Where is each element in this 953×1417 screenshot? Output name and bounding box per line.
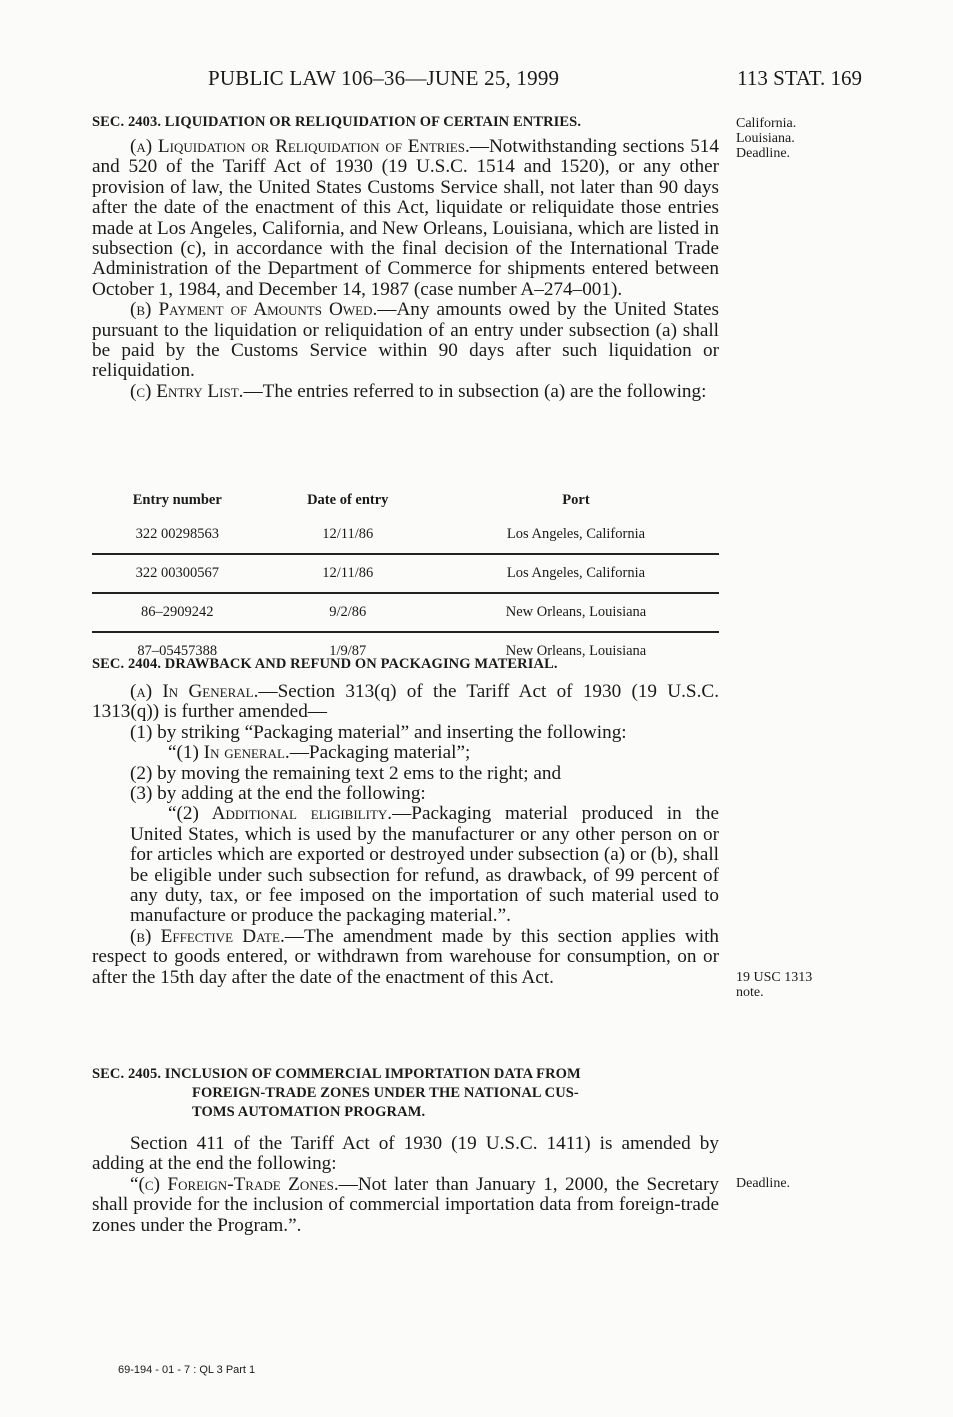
subsection-a-heading: (a) Liquidation or Reliquidation of Entries. — [130, 136, 470, 157]
section-2405-heading-line1: SEC. 2405. INCLUSION OF COMMERCIAL IMPORTATION DATA FROM — [92, 1066, 581, 1082]
table-row — [92, 516, 719, 554]
margin-note-line: California. — [736, 116, 797, 131]
quoted-2-heading: “(2) Additional eligibility. — [168, 803, 393, 825]
section-2403-b — [92, 300, 719, 382]
subsection-b-text: —Any amounts owed by the United States pursuant to the liquidation or reliquidation of an entry under subsection (a) shall be paid by the Customs Service within 90 days after such liquidation or reliquidation. — [92, 299, 719, 382]
subsection-a-heading: (a) In General. — [130, 681, 259, 702]
entry-number: 86–2909242 — [92, 593, 263, 632]
section-2404 — [92, 656, 719, 988]
col-entry-number: Entry number — [132, 491, 222, 508]
section-2405-intro: Section 411 of the Tariff Act of 1930 (19 U.S.C. 1411) is amended by adding at the end the following: — [92, 1133, 719, 1175]
entry-date: 1/9/87 — [263, 632, 433, 670]
section-2405 — [92, 1065, 719, 1236]
margin-note-line: note. — [736, 985, 764, 1000]
quoted-paragraph-2 — [92, 804, 719, 926]
subsection-c-heading: (c) Entry List. — [130, 380, 244, 402]
entry-port: New Orleans, Louisiana — [433, 593, 719, 632]
margin-note-line: Deadline. — [736, 146, 791, 161]
entry-port: Los Angeles, California — [506, 526, 646, 542]
print-job-footer: 69-194 - 01 - 7 : QL 3 Part 1 — [118, 1364, 256, 1376]
section-2404-heading: SEC. 2404. DRAWBACK AND REFUND ON PACKAGING MATERIAL. — [92, 656, 558, 672]
quoted-1-text: —Packaging material”; — [289, 742, 471, 764]
margin-note-2405 — [736, 1176, 790, 1191]
paragraph-3: (3) by adding at the end the following: — [130, 783, 426, 805]
entry-port: New Orleans, Louisiana — [433, 632, 719, 670]
subsection-a-text: —Notwithstanding sections 514 and 520 of the Tariff Act of 1930 (19 U.S.C. 1514 and 1520), or any other provision of law, the United States Customs Service shall, not later than 90 days after the date of the enactment of this Act, liquidate or reliquidate those entries made at Los Angeles, California, and New Orleans, Louisiana, which are listed in subsection (c), in accordance with the final decision of the International Trade Administration of the Department of Commerce for shipments entered between October 1, 1984, and December 14, 1987 (case number A–274–001). — [92, 136, 719, 300]
subsection-b-heading: (b) Payment of Amounts Owed. — [130, 299, 378, 321]
section-2404-b — [92, 927, 719, 988]
subsection-a-text: —Section 313(q) of the Tariff Act of 1930 (19 U.S.C. 1313(q)) is further amended— — [92, 681, 719, 723]
col-port: Port — [562, 491, 590, 508]
paragraph-2: (2) by moving the remaining text 2 ems to the right; and — [130, 762, 562, 784]
entry-table — [92, 484, 719, 670]
section-2403-a — [92, 137, 719, 300]
entry-date: 9/2/86 — [263, 593, 433, 632]
paragraph-1: (1) by striking “Packaging material” and inserting the following: — [130, 721, 627, 743]
table-row — [92, 554, 719, 593]
section-2403-heading: SEC. 2403. LIQUIDATION OR RELIQUIDATION OF CERTAIN ENTRIES. — [92, 114, 582, 130]
section-2403-c — [92, 382, 719, 402]
margin-note-line: 19 USC 1313 — [736, 970, 813, 985]
quoted-paragraph-1 — [92, 743, 719, 763]
section-2405-heading — [92, 1065, 719, 1122]
section-2403 — [92, 114, 719, 402]
subsection-c-heading: “(c) Foreign-Trade Zones. — [130, 1173, 339, 1195]
quoted-1-heading: “(1) In general. — [168, 742, 290, 764]
entry-table-header — [92, 484, 719, 516]
table-row — [92, 593, 719, 632]
subsection-b-text: —The amendment made by this section applies with respect to goods entered, or withdrawn from warehouse for consumption, on or after the 15th day after the date of the enactment of this Act. — [92, 925, 719, 988]
subsection-c-text: —The entries referred to in subsection (a) are the following: — [243, 380, 707, 402]
subsection-b-heading: (b) Effective Date. — [130, 925, 285, 947]
col-date-of-entry: Date of entry — [307, 491, 389, 508]
margin-note-2403 — [736, 116, 796, 161]
section-2405-c — [92, 1175, 719, 1236]
entry-date: 12/11/86 — [322, 526, 374, 542]
page-header — [92, 66, 862, 96]
entry-number: 322 00300567 — [92, 554, 263, 593]
section-2404-a — [92, 682, 719, 723]
section-2405-heading-line2: FOREIGN-TRADE ZONES UNDER THE NATIONAL CUS- — [192, 1085, 579, 1101]
statute-page-number: 113 STAT. 169 — [737, 66, 862, 90]
section-2405-heading-line3: TOMS AUTOMATION PROGRAM. — [192, 1104, 426, 1120]
subsection-c-text: —Not later than January 1, 2000, the Secretary shall provide for the inclusion of commercial importation data from foreign-trade zones under the Program.”. — [92, 1173, 719, 1236]
running-title: PUBLIC LAW 106–36—JUNE 25, 1999 — [208, 66, 560, 90]
entry-number: 322 00298563 — [135, 526, 219, 542]
quoted-2-text: —Packaging material produced in the United States, which is used by the manufacturer or any other person on or for articles which are exported or destroyed under subsection (a) or (b), shall be eligible under such subsection for refund, as drawback, of 99 percent of any duty, tax, or fee imposed on the importation of such material used to manufacture or produce the packaging material.”. — [130, 803, 719, 927]
margin-note-line: Deadline. — [736, 1176, 791, 1191]
entry-port: Los Angeles, California — [433, 554, 719, 593]
entry-date: 12/11/86 — [263, 554, 433, 593]
margin-note-2404 — [736, 970, 812, 1000]
entry-number: 87–05457388 — [92, 632, 263, 670]
margin-note-line: Louisiana. — [736, 131, 795, 146]
